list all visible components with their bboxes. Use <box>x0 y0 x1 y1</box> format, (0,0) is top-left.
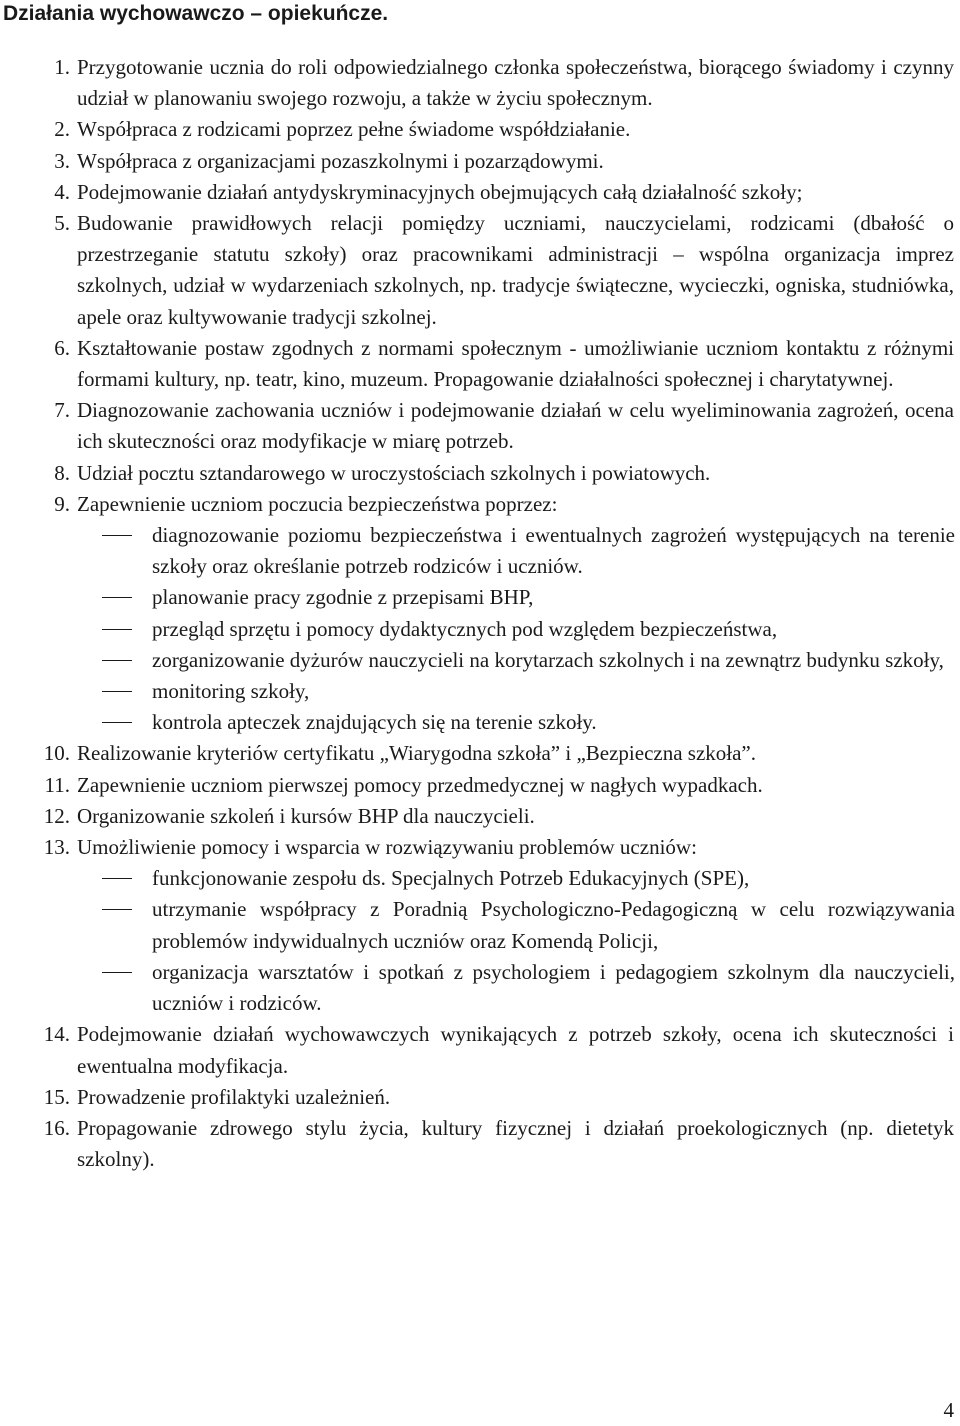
dash-bullet <box>102 909 132 910</box>
dash-bullet <box>102 535 132 536</box>
item-text: Współpraca z organizacjami pozaszkolnymi i pozarządowymi. <box>77 148 604 173</box>
item-number: 9. <box>54 491 70 516</box>
item-text: Zapewnienie uczniom poczucia bezpieczeństwa poprzez: <box>77 491 558 516</box>
item-number: 11. <box>44 772 70 797</box>
item-text: Organizowanie szkoleń i kursów BHP dla nauczycieli. <box>77 803 535 828</box>
sub-list-item <box>0 863 955 894</box>
item-number: 6. <box>54 335 70 360</box>
sub-item-text: kontrola apteczek znajdujących się na terenie szkoły. <box>152 710 597 735</box>
item-text: Podejmowanie działań wychowawczych wynikających z potrzeb szkoły, ocena ich skuteczności i ewentualna modyfikacja. <box>77 1022 954 1078</box>
sub-item-text: zorganizowanie dyżurów nauczycieli na korytarzach szkolnych i na zewnątrz budynku szkoły, <box>152 647 944 672</box>
item-text: Kształtowanie postaw zgodnych z normami społecznym - umożliwianie uczniom kontaktu z różnymi formami kultury, np. teatr, kino, muzeum. Propagowanie działalności społecznej i charytatywnej. <box>77 335 954 392</box>
sub-item-text: przegląd sprzętu i pomocy dydaktycznych pod względem bezpieczeństwa, <box>152 616 778 641</box>
item-text: Umożliwienie pomocy i wsparcia w rozwiązywaniu problemów uczniów: <box>77 835 697 860</box>
item-number: 5. <box>54 211 70 236</box>
dash-bullet <box>102 722 132 723</box>
sub-list-item <box>0 957 955 1019</box>
activities-list <box>0 52 960 1175</box>
list-item <box>0 333 954 395</box>
sub-list-item <box>0 707 955 738</box>
list-item <box>0 177 954 208</box>
sub-list-item <box>0 676 955 707</box>
dash-bullet <box>102 597 132 598</box>
item-text: Współpraca z rodzicami poprzez pełne świadome współdziałanie. <box>77 117 631 142</box>
list-item <box>0 489 954 520</box>
list-item <box>0 458 954 489</box>
sub-item-text: utrzymanie współpracy z Poradnią Psychologiczno-Pedagogiczną w celu rozwiązywania problemów indywidualnych uczniów oraz Komendą Policji, <box>152 897 955 953</box>
list-item <box>0 832 954 863</box>
item-text: Przygotowanie ucznia do roli odpowiedzialnego członka społeczeństwa, biorącego świadomy i czynny udział w planowaniu swojego rozwoju, a także w życiu społecznym. <box>77 55 954 111</box>
list-item <box>0 208 954 333</box>
list-item <box>0 1019 954 1081</box>
list-item <box>0 770 954 801</box>
item-text: Diagnozowanie zachowania uczniów i podejmowanie działań w celu wyeliminowania zagrożeń, ocena ich skuteczności oraz modyfikacje w miarę potrzeb. <box>77 398 954 454</box>
sub-item-text: diagnozowanie poziomu bezpieczeństwa i ewentualnych zagrożeń występujących na terenie szkoły oraz określanie potrzeb rodziców i uczniów. <box>152 523 955 579</box>
sub-list-item <box>0 520 955 582</box>
item-number: 12. <box>43 803 70 828</box>
dash-bullet <box>102 660 132 661</box>
dash-bullet <box>102 972 132 973</box>
sub-item-text: funkcjonowanie zespołu ds. Specjalnych Potrzeb Edukacyjnych (SPE), <box>152 866 750 891</box>
item-number: 15. <box>43 1084 70 1109</box>
list-item <box>0 395 954 457</box>
item-text: Realizowanie kryteriów certyfikatu „Wiarygodna szkoła” i „Bezpieczna szkoła”. <box>77 741 757 766</box>
item-number: 1. <box>54 55 70 79</box>
dash-bullet <box>102 691 132 692</box>
list-item <box>0 801 954 832</box>
page-number: 4 <box>943 1398 954 1422</box>
item-number: 7. <box>54 398 70 423</box>
item-number: 4. <box>54 179 70 204</box>
sub-item-text: organizacja warsztatów i spotkań z psychologiem i pedagogiem szkolnym dla nauczycieli, uczniów i rodziców. <box>152 959 955 1016</box>
item-text: Propagowanie zdrowego stylu życia, kultury fizycznej i działań proekologicznych (np. dietetyk szkolny). <box>77 1115 954 1172</box>
list-item <box>0 738 954 769</box>
item-text: Zapewnienie uczniom pierwszej pomocy przedmedycznej w nagłych wypadkach. <box>77 772 763 797</box>
item-number: 16. <box>43 1115 70 1140</box>
item-number: 3. <box>54 148 70 173</box>
section-title: Działania wychowawczo – opiekuńcze. <box>3 2 389 25</box>
list-item <box>0 146 954 177</box>
list-item <box>0 1113 954 1175</box>
list-item <box>0 52 954 114</box>
item-text: Udział pocztu sztandarowego w uroczystościach szkolnych i powiatowych. <box>77 460 711 485</box>
item-number: 2. <box>54 117 70 142</box>
sub-item-text: monitoring szkoły, <box>152 679 310 704</box>
item-text: Podejmowanie działań antydyskryminacyjnych obejmujących całą działalność szkoły; <box>77 179 803 204</box>
list-item <box>0 114 954 145</box>
list-item <box>0 1082 954 1113</box>
item-number: 10. <box>43 741 70 766</box>
item-number: 14. <box>43 1022 70 1047</box>
item-text: Prowadzenie profilaktyki uzależnień. <box>77 1084 391 1109</box>
dash-bullet <box>102 629 132 630</box>
item-number: 13. <box>43 835 70 860</box>
sub-list-item <box>0 645 955 676</box>
sub-item-text: planowanie pracy zgodnie z przepisami BHP, <box>152 585 534 610</box>
sub-list-item <box>0 894 955 956</box>
item-number: 8. <box>54 460 70 485</box>
dash-bullet <box>102 878 132 879</box>
sub-list-item <box>0 582 955 613</box>
sub-list-item <box>0 614 955 645</box>
item-text: Budowanie prawidłowych relacji pomiędzy uczniami, nauczycielami, rodzicami (dbałość o przestrzeganie statutu szkoły) oraz pracownikami administracji – wspólna organizacja imprez szkolnych, udział w wydarzeniach szkolnych, np. tradycje świąteczne, wycieczki, ogniska, studniówka, apele oraz kultywowanie tradycji szkolnej. <box>77 211 954 329</box>
